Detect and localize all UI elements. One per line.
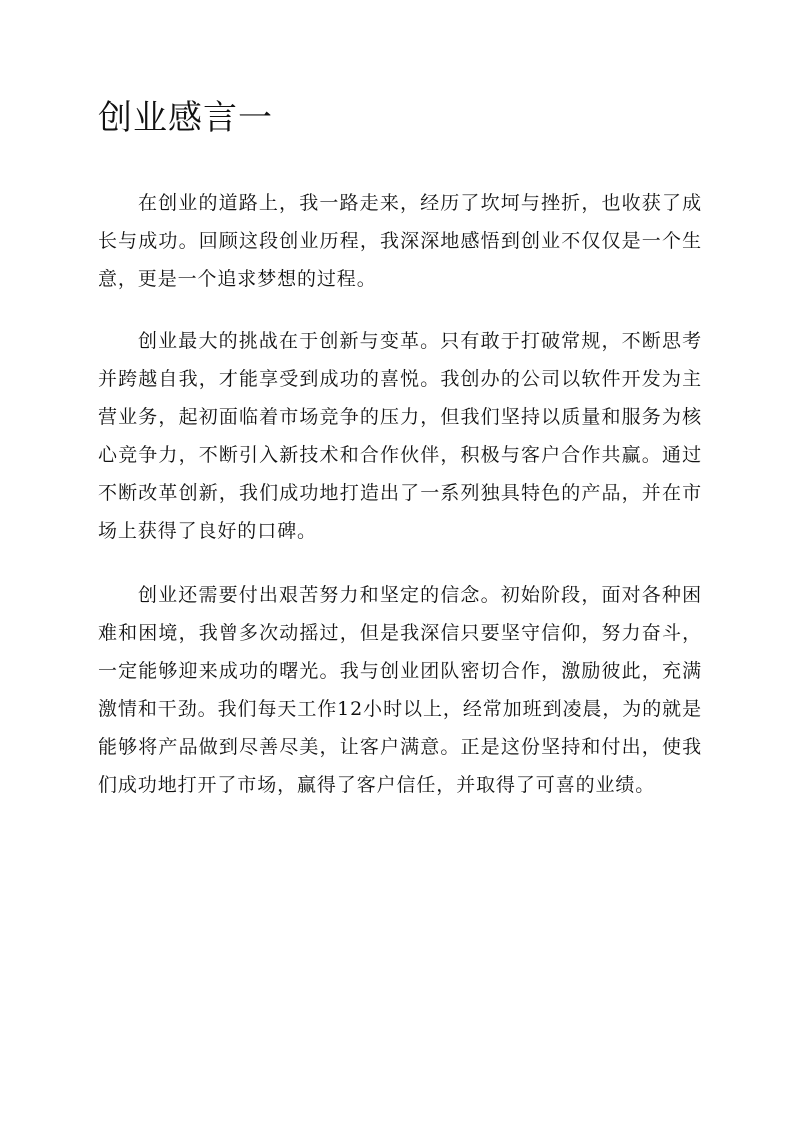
paragraph-1: 在创业的道路上，我一路走来，经历了坎坷与挫折，也收获了成长与成功。回顾这段创业历程，我深深地感悟到创业不仅仅是一个生意，更是一个追求梦想的过程。 xyxy=(98,192,702,290)
document-title: 创业感言一 xyxy=(98,98,273,138)
paragraph-2: 创业最大的挑战在于创新与变革。只有敢于打破常规，不断思考并跨越自我，才能享受到成功的喜悦。我创办的公司以软件开发为主营业务，起初面临着市场竞争的压力，但我们坚持以质量和服务为核心竞争力，不断引入新技术和合作伙伴，积极与客户合作共赢。通过不断改革创新，我们成功地打造出了一系列独具特色的产品，并在市场上获得了良好的口碑。 xyxy=(98,330,702,542)
document-body xyxy=(98,184,702,828)
paragraph-3: 创业还需要付出艰苦努力和坚定的信念。初始阶段，面对各种困难和困境，我曾多次动摇过，但是我深信只要坚守信仰，努力奋斗，一定能够迎来成功的曙光。我与创业团队密切合作，激励彼此，充满激情和干劲。我们每天工作12小时以上，经常加班到凌晨，为的就是能够将产品做到尽善尽美，让客户满意。正是这份坚持和付出，使我们成功地打开了市场，赢得了客户信任，并取得了可喜的业绩。 xyxy=(98,584,702,796)
